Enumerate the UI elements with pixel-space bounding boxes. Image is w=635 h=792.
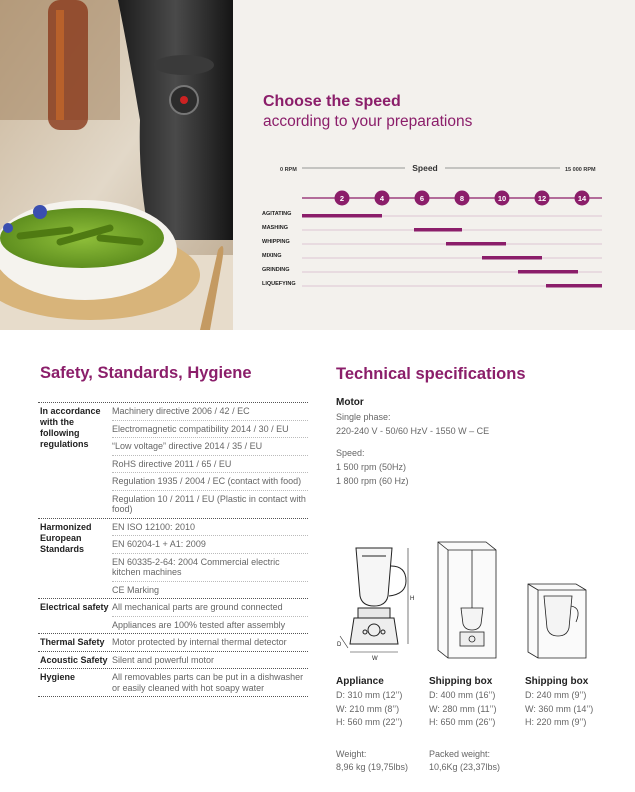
depth-letter: D bbox=[337, 642, 342, 648]
scale-center-label: Speed bbox=[412, 163, 438, 173]
speed-50hz: 1 500 rpm (50Hz) bbox=[336, 462, 407, 472]
spec-width: W: 280 mm (11’’) bbox=[429, 703, 497, 714]
spec-weight-label: Packed weight: bbox=[429, 748, 491, 759]
speed-label: Speed: bbox=[336, 448, 365, 458]
speed-range-bar bbox=[482, 256, 542, 260]
speed-range-bar bbox=[414, 228, 462, 232]
motor-specs bbox=[336, 397, 606, 488]
safety-group bbox=[38, 598, 308, 633]
speed-marker-label: 6 bbox=[419, 194, 425, 203]
spec-width: W: 360 mm (14’’) bbox=[525, 703, 594, 714]
table-bottom-rule bbox=[38, 696, 308, 697]
safety-group-heading: In accordance with the following regulations bbox=[40, 406, 101, 449]
safety-item: All removables parts can be put in a dishwasher or easily cleaned with hot soapy water bbox=[112, 672, 304, 693]
product-photo bbox=[0, 0, 233, 330]
scale-right-label: 15 000 RPM bbox=[565, 167, 596, 173]
safety-table bbox=[38, 402, 308, 697]
speed-marker-label: 4 bbox=[379, 194, 385, 203]
appliance-drawing bbox=[350, 548, 406, 644]
spec-depth: D: 310 mm (12’’) bbox=[336, 690, 403, 700]
safety-group-heading: Acoustic Safety bbox=[40, 654, 108, 665]
speed-row-label: WHIPPING bbox=[262, 239, 290, 245]
spec-height: H: 560 mm (22’’) bbox=[336, 717, 403, 727]
spec-heading: Appliance bbox=[336, 676, 384, 687]
safety-group bbox=[38, 518, 308, 599]
spec-column-shipping-box-2 bbox=[525, 676, 593, 730]
spec-heading: Shipping box bbox=[525, 676, 589, 687]
safety-group-heading: Electrical safety bbox=[40, 602, 109, 612]
height-letter: H bbox=[410, 596, 415, 602]
safety-item: All mechanical parts are ground connected bbox=[112, 602, 283, 612]
speed-range-bar bbox=[446, 242, 506, 246]
dimension-drawings bbox=[336, 536, 606, 666]
safety-item: EN 60335-2-64: 2004 Commercial electric kitchen machines bbox=[112, 553, 308, 581]
speed-row-label: AGITATING bbox=[262, 211, 292, 217]
spec-depth: D: 240 mm (9’’) bbox=[525, 690, 587, 700]
speed-range-bar bbox=[546, 284, 602, 288]
speed-chart bbox=[260, 155, 605, 295]
safety-item: Regulation 10 / 2011 / EU (Plastic in contact with food) bbox=[112, 490, 308, 518]
speed-60hz: 1 800 rpm (60 Hz) bbox=[336, 476, 409, 486]
shipping-box-tall-drawing bbox=[438, 542, 496, 658]
spec-height: H: 220 mm (9’’) bbox=[525, 717, 587, 727]
safety-item: RoHS directive 2011 / 65 / EU bbox=[112, 455, 308, 473]
scale-left-label: 0 RPM bbox=[280, 167, 297, 173]
speed-marker-label: 8 bbox=[459, 194, 465, 203]
spec-weight: 10,6Kg (23,37lbs) bbox=[429, 762, 501, 772]
speed-row-label: MASHING bbox=[262, 225, 288, 231]
speed-range-bar bbox=[518, 270, 578, 274]
spec-column-appliance bbox=[336, 676, 408, 775]
safety-item: Machinery directive 2006 / 42 / EC bbox=[112, 406, 250, 416]
speed-row-label: LIQUEFYING bbox=[262, 281, 296, 287]
safety-item: Electromagnetic compatibility 2014 / 30 / EU bbox=[112, 420, 308, 438]
spec-weight: 8,96 kg (19,75lbs) bbox=[336, 762, 409, 772]
speed-title: Choose the speed bbox=[263, 93, 401, 110]
speed-subtitle: according to your preparations bbox=[263, 113, 473, 130]
speed-row-label: GRINDING bbox=[262, 267, 290, 273]
safety-group bbox=[38, 668, 308, 696]
speed-marker-label: 14 bbox=[577, 194, 587, 203]
width-letter: W bbox=[372, 656, 378, 662]
motor-power: 220-240 V - 50/60 HzV - 1550 W – CE bbox=[336, 426, 490, 436]
motor-phase: Single phase: bbox=[336, 412, 391, 422]
safety-group-heading: Hygiene bbox=[40, 672, 76, 682]
spec-width: W: 210 mm (8’’) bbox=[336, 703, 400, 714]
speed-marker-label: 2 bbox=[339, 194, 345, 203]
safety-group bbox=[38, 633, 308, 651]
speed-marker-label: 10 bbox=[497, 194, 507, 203]
spec-weight-label: Weight: bbox=[336, 748, 367, 759]
safety-item: “Low voltage” directive 2014 / 35 / EU bbox=[112, 437, 308, 455]
safety-item: Regulation 1935 / 2004 / EC (contact with food) bbox=[112, 472, 308, 490]
spec-heading: Shipping box bbox=[429, 676, 493, 687]
safety-item: EN ISO 12100: 2010 bbox=[112, 521, 196, 532]
hero-band bbox=[0, 0, 635, 330]
motor-heading: Motor bbox=[336, 397, 364, 408]
safety-item: Motor protected by internal thermal detector bbox=[112, 637, 287, 647]
safety-item: Silent and powerful motor bbox=[112, 654, 215, 665]
spec-depth: D: 400 mm (16’’) bbox=[429, 690, 496, 700]
speed-row-label: MIXING bbox=[262, 253, 282, 259]
safety-group-heading: Thermal Safety bbox=[40, 637, 105, 647]
spec-height: H: 650 mm (26’’) bbox=[429, 717, 496, 727]
safety-group bbox=[38, 651, 308, 669]
speed-marker-label: 12 bbox=[537, 194, 547, 203]
safety-group-heading: Harmonized European Standards bbox=[40, 521, 92, 554]
shipping-box-wide-drawing bbox=[528, 584, 586, 658]
safety-item: CE Marking bbox=[112, 581, 308, 599]
spec-column-shipping-box-1 bbox=[429, 676, 500, 775]
tech-title: Technical specifications bbox=[336, 365, 526, 383]
safety-item: EN 60204-1 + A1: 2009 bbox=[112, 535, 308, 553]
safety-title: Safety, Standards, Hygiene bbox=[40, 364, 252, 382]
speed-range-bar bbox=[302, 214, 382, 218]
safety-group bbox=[38, 402, 308, 518]
safety-item: Appliances are 100% tested after assembly bbox=[112, 616, 308, 634]
